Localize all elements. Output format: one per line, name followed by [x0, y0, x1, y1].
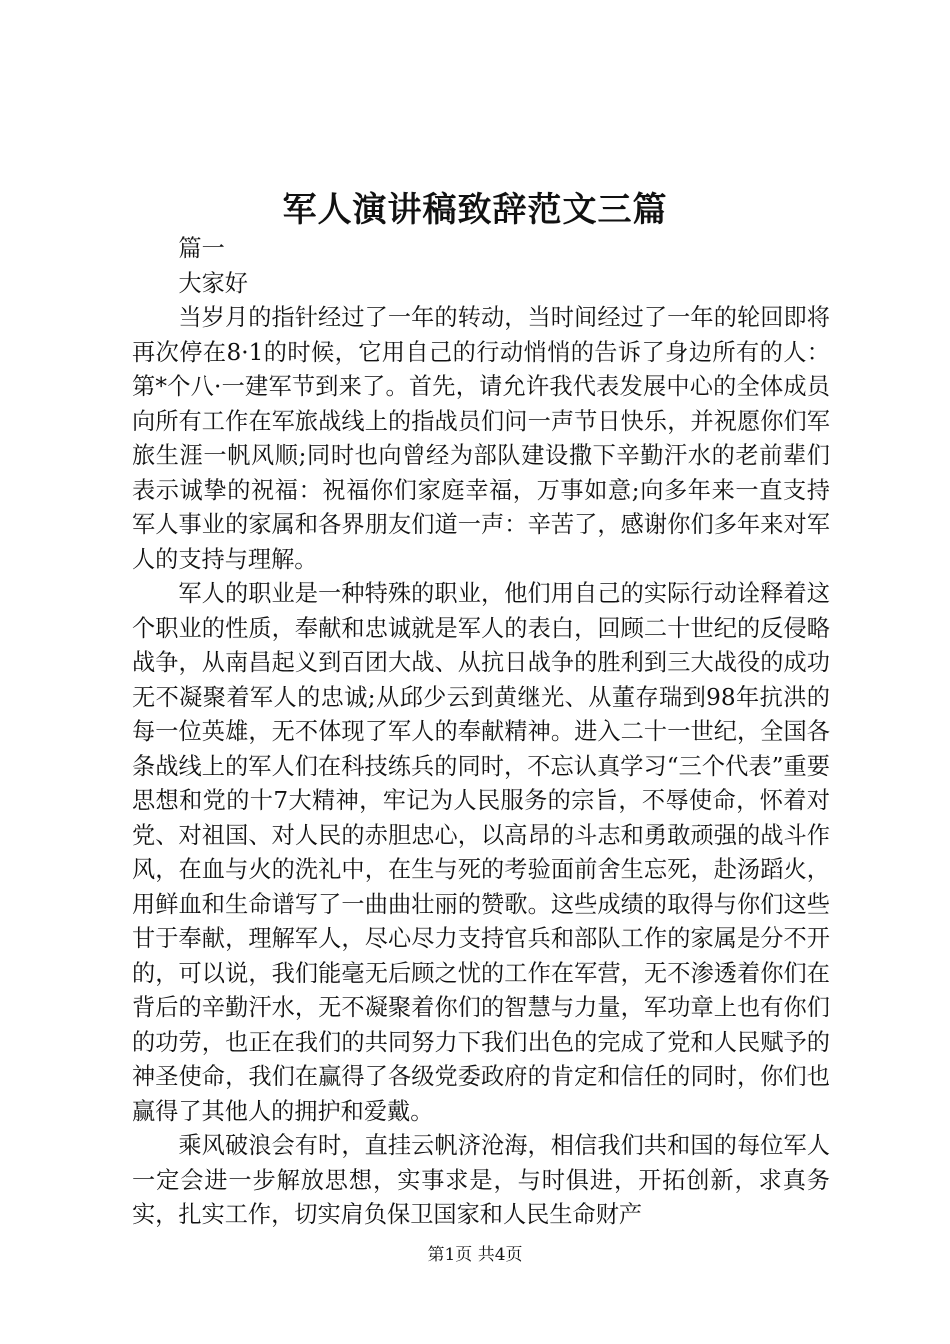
- paragraph: 军人的职业是一种特殊的职业，他们用自己的实际行动诠释着这个职业的性质，奉献和忠诚就是军人的表白，回顾二十世纪的反侵略战争，从南昌起义到百团大战、从抗日战争的胜利到三大战役的成功无不凝聚着军人的忠诚;从邱少云到黄继光、从董存瑞到98年抗洪的每一位英雄，无不体现了军人的奉献精神。进入二十一世纪，全国各条战线上的军人们在科技练兵的同时，不忘认真学习“三个代表”重要思想和党的十7大精神，牢记为人民服务的宗旨，不辱使命，怀着对党、对祖国、对人民的赤胆忠心，以高昂的斗志和勇敢顽强的战斗作风，在血与火的洗礼中，在生与死的考验面前舍生忘死，赴汤蹈火，用鲜血和生命谱写了一曲曲壮丽的赞歌。这些成绩的取得与你们这些甘于奉献，理解军人，尽心尽力支持官兵和部队工作的家属是分不开的，可以说，我们能毫无后顾之忧的工作在军营，无不渗透着你们在背后的辛勤汗水，无不凝聚着你们的智慧与力量，军功章上也有你们的功劳，也正在我们的共同努力下我们出色的完成了党和人民赋予的神圣使命，我们在赢得了各级党委政府的肯定和信任的同时，你们也赢得了其他人的拥护和爱戴。: [132, 580, 830, 1125]
- page-footer: 第1页 共4页: [427, 1245, 523, 1265]
- greeting: 大家好: [178, 269, 248, 297]
- paragraph: 乘风破浪会有时，直挂云帆济沧海，相信我们共和国的每位军人一定会进一步解放思想，实事求是，与时俱进，开拓创新，求真务实，扎实工作，切实肩负保卫国家和人民生命财产: [132, 1132, 830, 1228]
- document-body: [132, 232, 830, 1233]
- section-heading: 篇一: [178, 235, 225, 262]
- document-title: 军人演讲稿致辞范文三篇: [282, 190, 668, 230]
- paragraph: 当岁月的指针经过了一年的转动，当时间经过了一年的轮回即将再次停在8·1的时候，它用自己的行动悄悄的告诉了身边所有的人：第*个八·一建军节到来了。首先，请允许我代表发展中心的全体成员向所有工作在军旅战线上的指战员们问一声节日快乐，并祝愿你们军旅生涯一帆风顺;同时也向曾经为部队建设撒下辛勤汗水的老前辈们表示诚挚的祝福：祝福你们家庭幸福，万事如意;向多年来一直支持军人事业的家属和各界朋友们道一声：辛苦了，感谢你们多年来对军人的支持与理解。: [132, 304, 830, 573]
